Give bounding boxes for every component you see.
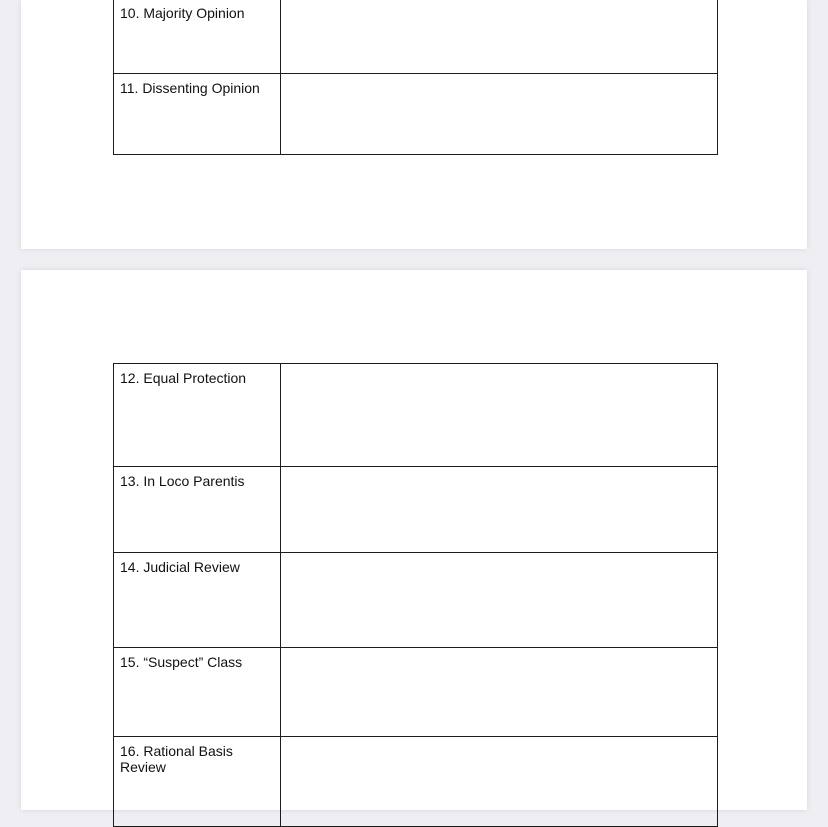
- term-cell: [114, 553, 281, 648]
- table-row: [114, 74, 718, 155]
- term-cell: [114, 737, 281, 827]
- answer-cell[interactable]: [281, 0, 718, 74]
- answer-cell[interactable]: [281, 467, 718, 553]
- term-cell: [114, 74, 281, 155]
- table-row: [114, 737, 718, 827]
- table-row: [114, 648, 718, 737]
- table-row: [114, 467, 718, 553]
- answer-cell[interactable]: [281, 74, 718, 155]
- term-label: 11. Dissenting Opinion: [120, 80, 260, 96]
- term-cell: [114, 467, 281, 553]
- table-row: [114, 364, 718, 467]
- terms-table-1: [113, 0, 718, 155]
- answer-cell[interactable]: [281, 737, 718, 827]
- term-label: 16. Rational Basis Review: [120, 743, 233, 775]
- term-label: 10. Majority Opinion: [120, 5, 245, 21]
- answer-cell[interactable]: [281, 553, 718, 648]
- table-row: [114, 0, 718, 74]
- term-cell: [114, 648, 281, 737]
- term-label: 15. “Suspect” Class: [120, 654, 243, 670]
- document-page-1: [21, 0, 807, 249]
- document-page-2: [21, 270, 807, 810]
- terms-table-2: [113, 363, 718, 827]
- term-label: 14. Judicial Review: [120, 559, 240, 575]
- table-row: [114, 553, 718, 648]
- term-label: 13. In Loco Parentis: [120, 473, 245, 489]
- answer-cell[interactable]: [281, 648, 718, 737]
- answer-cell[interactable]: [281, 364, 718, 467]
- term-cell: [114, 0, 281, 74]
- term-label: 12. Equal Protection: [120, 370, 247, 386]
- term-cell: [114, 364, 281, 467]
